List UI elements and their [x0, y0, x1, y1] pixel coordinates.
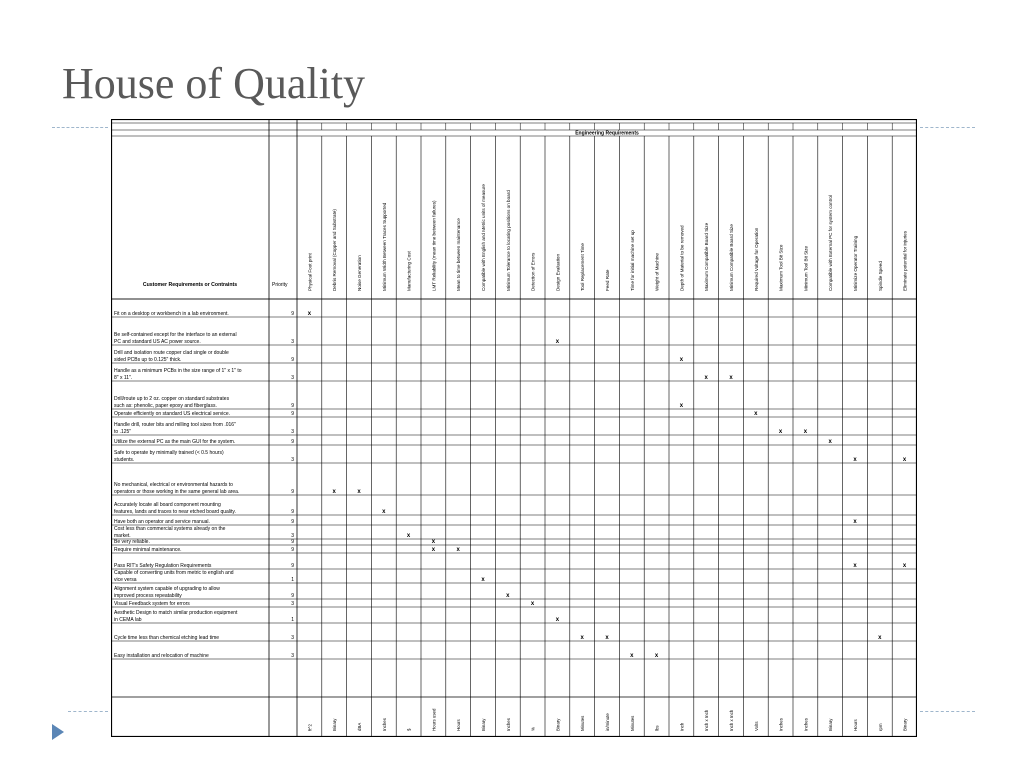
column-unit: Inches — [778, 718, 784, 731]
customer-requirement-text: Fit on a desktop or workbench in a lab environment. — [114, 311, 229, 317]
column-unit: Inch x Inch — [704, 709, 710, 731]
customer-requirement-text: Have both an operator and service manual. — [114, 519, 210, 525]
relationship-mark: x — [357, 489, 361, 495]
priority-value: 9 — [291, 547, 294, 553]
column-unit: Inches — [803, 718, 809, 731]
priority-value: 3 — [291, 635, 294, 641]
relationship-mark: x — [431, 539, 436, 545]
priority-value: 9 — [291, 403, 294, 409]
relationship-mark: x — [853, 563, 857, 569]
relationship-mark: x — [307, 311, 312, 317]
column-header: Compatible with External PC for system control — [828, 195, 834, 291]
relationship-mark: x — [803, 429, 808, 435]
priority-value: 3 — [291, 533, 294, 539]
column-unit: Inches — [505, 718, 511, 731]
column-header: Mean to time between maintenance — [456, 218, 462, 291]
customer-requirement-text: Aesthetic Design to match similar production equipment — [114, 610, 238, 616]
priority-value: 3 — [291, 601, 294, 607]
column-header: Spindle Speed — [877, 261, 883, 291]
relationship-mark: x — [431, 547, 436, 553]
column-unit: Inches — [381, 718, 387, 731]
engineering-requirements-header: Engineering Requirements — [575, 130, 639, 137]
priority-value: 9 — [291, 311, 294, 317]
column-header: Minimum Tolerance to locating positions on board — [505, 190, 511, 291]
column-unit: Hours used — [431, 708, 437, 731]
relationship-mark: x — [778, 429, 783, 435]
customer-requirement-text: improved process repeatability — [114, 593, 182, 599]
column-header: Design Evaluation — [555, 253, 561, 291]
customer-requirement-text: Pass RIT's Safety Regulation Requirements — [114, 563, 212, 569]
column-unit: Binary — [828, 718, 834, 731]
column-header: Feed Rate — [605, 269, 610, 291]
relationship-mark: x — [853, 457, 857, 463]
customer-requirement-text: features, lands and traces to near etched board quality. — [114, 509, 236, 515]
customer-requirement-text: such as: phenolic, paper epoxy and fiberglass. — [114, 403, 217, 409]
priority-value: 9 — [291, 539, 294, 545]
column-header: Debris Removal (Copper and Substrate) — [332, 209, 338, 291]
house-of-quality-table — [111, 119, 917, 737]
customer-requirements-header: Customer Requirements or Contraints — [142, 282, 238, 288]
relationship-mark: x — [902, 563, 907, 569]
priority-value: 3 — [291, 339, 294, 345]
relationship-mark: x — [902, 457, 907, 463]
priority-value: 9 — [291, 411, 294, 417]
priority-value: 9 — [291, 563, 294, 569]
customer-requirement-text: students. — [114, 457, 135, 463]
column-header: Compatible with English and Metric units of measure — [481, 184, 486, 291]
priority-value: 3 — [291, 457, 294, 463]
column-unit: Hours — [456, 719, 462, 731]
column-unit: in/minute — [605, 713, 610, 731]
customer-requirement-text: vice versa — [114, 577, 137, 583]
column-unit: Binary — [481, 718, 486, 731]
priority-value: 3 — [291, 375, 294, 381]
priority-value: 3 — [291, 429, 294, 435]
column-unit: dBA — [357, 722, 362, 731]
top-left-divider — [52, 127, 108, 128]
priority-value: 9 — [291, 509, 294, 515]
customer-requirement-text: in CEMA lab — [114, 617, 142, 623]
customer-requirement-text: Operate efficiently on standard US electrical service. — [114, 411, 231, 417]
customer-requirement-text: operators or those working in the same general lab area. — [114, 489, 240, 495]
relationship-mark: x — [605, 635, 609, 641]
relationship-mark: x — [729, 375, 733, 381]
column-header: LMT Reliability (mean time between failures) — [431, 200, 437, 291]
column-header: Minimum Tool Bit Size — [803, 245, 809, 291]
column-header: Maximum Compatible Board Size — [704, 222, 710, 291]
customer-requirement-text: Easy installation and relocation of machine — [114, 653, 209, 659]
customer-requirement-text: market. — [114, 533, 131, 539]
column-header: Minimize Operator Training — [853, 235, 858, 291]
column-unit: Inch — [679, 722, 685, 731]
customer-requirement-text: Drill/route up to 2 oz. copper on standard substrates — [114, 396, 230, 402]
column-header: Time for initial machine set up — [629, 230, 635, 291]
column-unit: $ — [406, 728, 412, 731]
relationship-mark: x — [456, 547, 460, 553]
column-header: Weight of Machine — [654, 253, 660, 291]
column-unit: Binary — [902, 718, 908, 731]
bullet-triangle-icon — [52, 724, 64, 740]
relationship-mark: x — [382, 509, 386, 515]
column-unit: ft^2 — [307, 724, 313, 731]
relationship-mark: x — [555, 617, 560, 623]
priority-header: Priority — [272, 282, 288, 288]
customer-requirement-text: No mechanical, electrical or environmental hazards to — [114, 482, 233, 488]
customer-requirement-text: Be very reliable. — [114, 539, 150, 545]
customer-requirement-text: Accurately locate all board component mounting — [114, 502, 221, 508]
customer-requirement-text: Handle as a minimum PCBs in the size range of 1" x 1" to — [114, 368, 242, 374]
customer-requirement-text: Safe to operate by minimally trained (< 0.5 hours) — [114, 450, 224, 456]
relationship-mark: x — [332, 489, 336, 495]
relationship-mark: x — [406, 533, 411, 539]
column-unit: Minutes — [629, 715, 635, 731]
customer-requirement-text: PC and standard US AC power source. — [114, 339, 201, 345]
column-header: Depth of Material to be removed — [679, 225, 685, 291]
customer-requirement-text: Handle drill, router bits and milling tool sizes from .016" — [114, 422, 236, 428]
relationship-mark: x — [828, 439, 832, 445]
column-unit: % — [530, 727, 536, 731]
bottom-left-divider — [68, 711, 108, 712]
customer-requirement-text: Require minimal maintenance. — [114, 547, 182, 553]
relationship-mark: x — [630, 653, 634, 659]
customer-requirement-text: Capable of converting units from metric to english and — [114, 570, 234, 576]
column-header: Required Voltage for Operation — [753, 227, 759, 291]
relationship-mark: x — [754, 411, 758, 417]
relationship-mark: x — [878, 635, 882, 641]
column-header: Maximum Tool Bit Size — [778, 244, 784, 291]
customer-requirement-text: Visual Feedback system for errors — [114, 601, 190, 607]
relationship-mark: x — [555, 339, 560, 345]
column-unit: Hours — [853, 719, 858, 731]
column-header: Tool Replacement Time — [580, 242, 586, 291]
column-header: Minimum Width Between Traces Supported — [381, 202, 387, 291]
priority-value: 9 — [291, 489, 294, 495]
customer-requirement-text: Be self-contained except for the interface to an external — [114, 332, 237, 338]
column-header: Physical Foot print — [307, 253, 313, 291]
customer-requirement-text: Alignment system capable of upgrading to allow — [114, 586, 220, 592]
column-unit: lbs — [654, 725, 660, 731]
column-header: Manufacturing Cost — [406, 251, 412, 291]
relationship-mark: x — [481, 577, 485, 583]
customer-requirement-text: Cost less than commercial systems already on the — [114, 526, 226, 532]
relationship-mark: x — [853, 519, 857, 525]
priority-value: 9 — [291, 519, 294, 525]
relationship-mark: x — [704, 375, 708, 381]
priority-value: 1 — [291, 617, 294, 623]
relationship-mark: x — [654, 653, 659, 659]
relationship-mark: x — [679, 357, 684, 363]
customer-requirement-text: Drill and isolation route copper clad single or double — [114, 350, 229, 356]
priority-value: 3 — [291, 653, 294, 659]
relationship-mark: x — [530, 601, 535, 607]
slide-title: House of Quality — [62, 59, 366, 108]
priority-value: 9 — [291, 357, 294, 363]
relationship-mark: x — [580, 635, 584, 641]
customer-requirement-text: sided PCBs up to 0.125" thick. — [114, 357, 182, 363]
relationship-mark: x — [679, 403, 684, 409]
priority-value: 1 — [291, 577, 294, 583]
priority-value: 9 — [291, 593, 294, 599]
bottom-right-divider — [920, 711, 975, 712]
column-unit: rpm — [877, 723, 883, 731]
customer-requirement-text: to .125" — [114, 429, 132, 435]
column-unit: Inch x Inch — [729, 709, 734, 731]
customer-requirement-text: 8" x 11". — [114, 375, 133, 381]
customer-requirement-text: Cycle time less than chemical etching lead time — [114, 635, 220, 641]
column-unit: Binary — [555, 718, 561, 731]
column-unit: Binary — [332, 718, 338, 731]
column-header: Eliminate potential for injuries — [902, 230, 908, 291]
relationship-mark: x — [506, 593, 510, 599]
column-header: Detection of Errors — [530, 252, 536, 291]
column-header: Minimum Compatible Board Size — [729, 224, 734, 291]
customer-requirement-text: Utilize the external PC as the main GUI for the system. — [114, 439, 236, 445]
top-right-divider — [920, 127, 975, 128]
column-header: Noise Generation — [357, 255, 362, 291]
column-unit: Minutes — [580, 715, 586, 731]
priority-value: 9 — [291, 439, 294, 445]
column-unit: Volts — [753, 721, 759, 731]
